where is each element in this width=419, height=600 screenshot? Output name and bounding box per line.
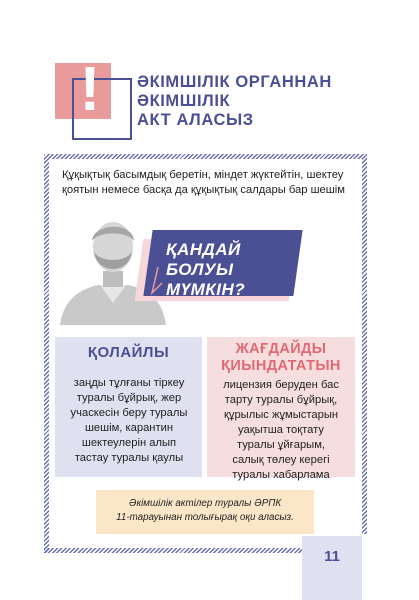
intro-text: Құқықтық басымдық беретін, міндет жүктейтін, шектеу қоятын немесе басқа да құқықтық салдары бар шешім <box>62 169 345 196</box>
page-number: 11 <box>324 548 340 565</box>
bubble-line-2: БОЛУЫ <box>166 260 234 279</box>
unfavorable-line: салық төлеу керегі <box>232 454 330 466</box>
unfavorable-title-line-1: ЖАҒДАЙДЫ <box>235 341 327 357</box>
unfavorable-examples <box>209 378 353 483</box>
favorable-line: заңды тұлғаны тіркеу <box>73 377 185 389</box>
favorable-line: туралы бұйрық, жер <box>76 392 182 404</box>
unfavorable-line: лицензия беруден бас <box>223 379 339 391</box>
card-border-top <box>44 154 367 159</box>
favorable-line: тастау туралы қаулы <box>74 452 184 464</box>
exclamation-icon: ! <box>79 55 101 124</box>
card-border-right <box>362 154 367 534</box>
unfavorable-line: құрылыс жұмыстарын <box>223 409 339 421</box>
favorable-line: шектеулерін алып <box>81 437 177 449</box>
page-title-line-1: ӘКІМШІЛІК ОРГАННАН <box>137 73 332 91</box>
speech-bubble-text <box>166 240 296 300</box>
favorable-line: учаскесін беру туралы <box>70 407 188 419</box>
favorable-title: ҚОЛАЙЛЫ <box>87 344 170 361</box>
note-line-2: 11-тарауынан толығырақ оқи аласыз. <box>116 512 294 523</box>
unfavorable-line: туралы хабарлама <box>232 469 330 481</box>
unfavorable-title <box>207 341 355 375</box>
favorable-examples <box>60 376 198 466</box>
page-title-line-2: ӘКІМШІЛІК <box>137 92 231 110</box>
note-line-1: Әкімшілік актілер туралы ӘРПК <box>128 498 282 509</box>
unfavorable-line: тарту туралы бұйрық, <box>224 394 338 406</box>
card-border-left <box>44 154 49 553</box>
page-title <box>137 73 377 130</box>
unfavorable-line: уақытша тоқтату <box>238 424 324 436</box>
bubble-line-1: ҚАНДАЙ <box>166 240 241 259</box>
card-border-bottom <box>44 548 306 553</box>
bubble-line-3: МҮМКІН? <box>166 280 246 299</box>
note-text <box>96 497 314 525</box>
page-number-box <box>302 536 362 600</box>
favorable-line: шешім, карантин <box>84 422 174 434</box>
unfavorable-line: туралы ұйғарым, <box>236 439 326 451</box>
unfavorable-title-line-2: ҚИЫНДАТАТЫН <box>221 358 341 374</box>
page-title-line-3: АКТ АЛАСЫЗ <box>137 111 254 129</box>
